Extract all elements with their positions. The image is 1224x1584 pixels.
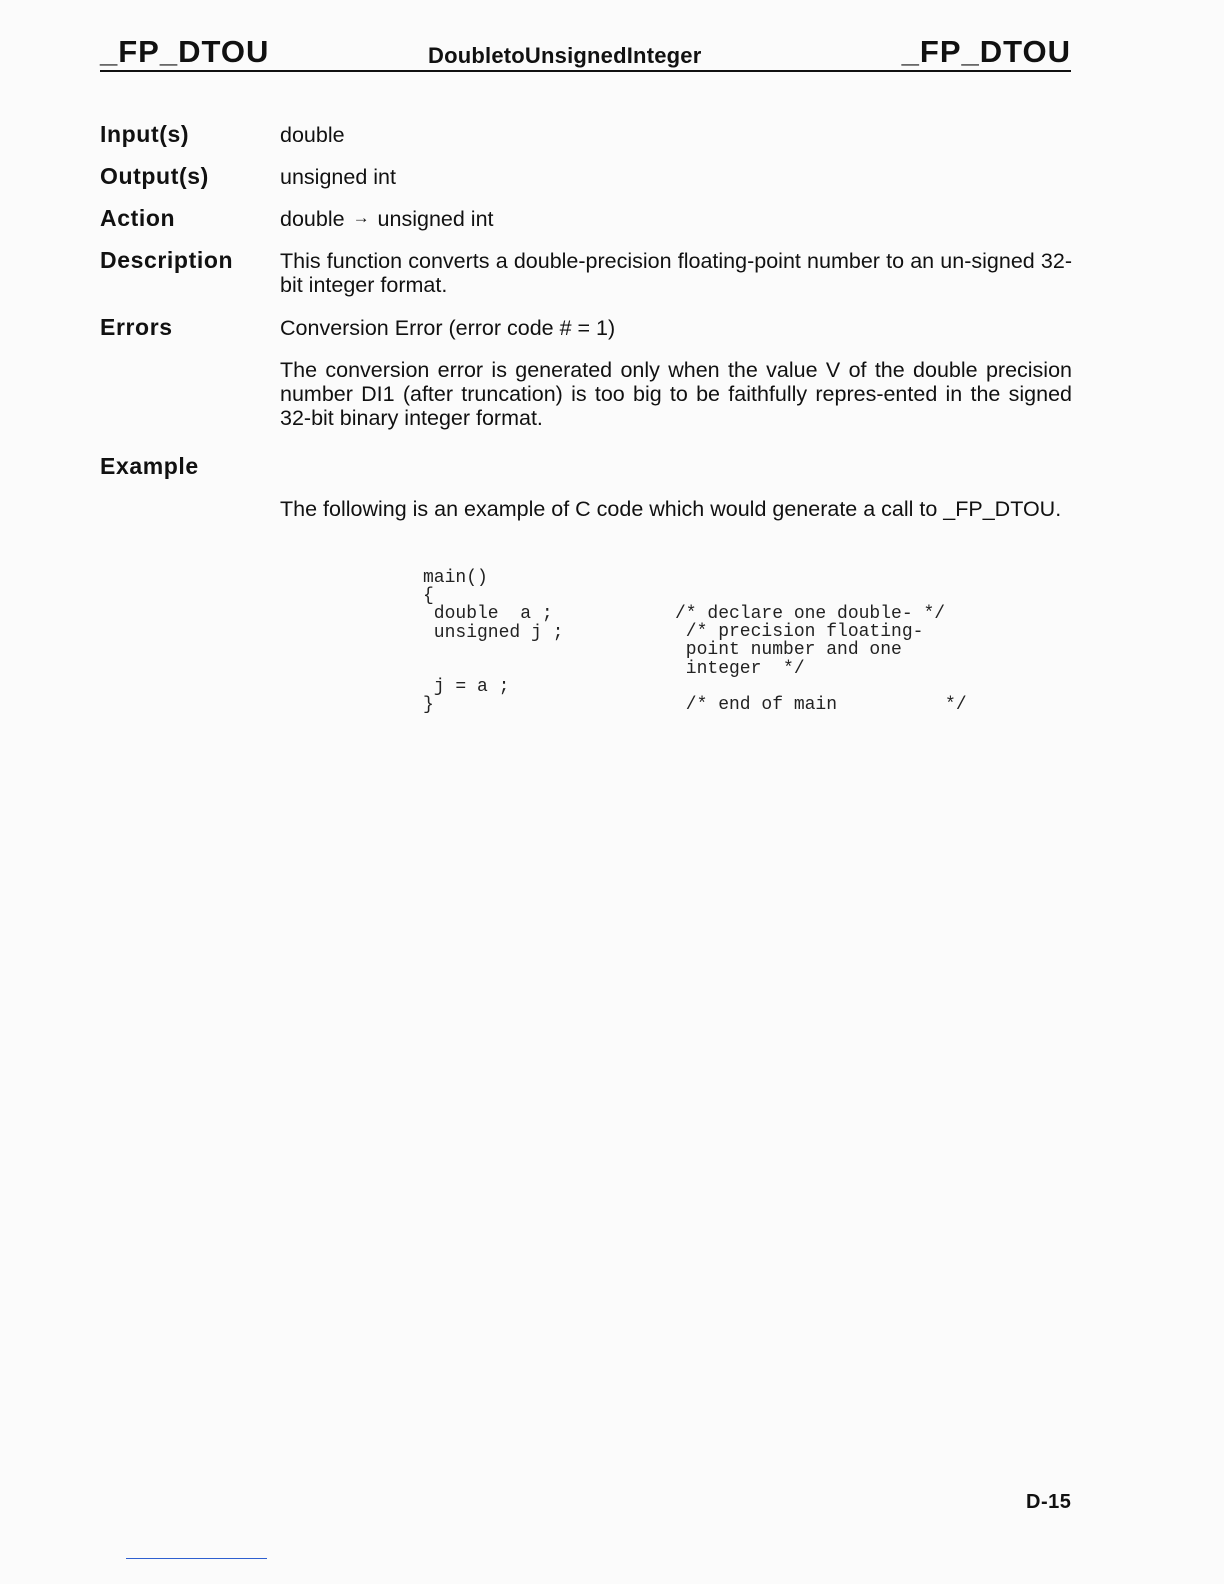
example-label: Example bbox=[100, 453, 199, 479]
example-text: The following is an example of C code which would generate a call to _FP_DTOU. bbox=[280, 497, 1062, 521]
action-to: unsigned int bbox=[377, 207, 494, 231]
right-arrow-icon: → bbox=[352, 208, 370, 227]
code-line: double a ; bbox=[423, 604, 553, 625]
description-text: This function converts a double-precision floating-point number to an un-signed 32-bit integer format. bbox=[280, 249, 1072, 297]
code-line bbox=[423, 642, 563, 660]
page-header bbox=[100, 34, 1071, 72]
action-from: double bbox=[280, 207, 345, 231]
comment-line bbox=[675, 678, 967, 696]
comment-line: /* end of main */ bbox=[675, 695, 967, 716]
comment-line: point number and one bbox=[675, 640, 902, 661]
inputs-value: double bbox=[280, 123, 345, 147]
page-number: D-15 bbox=[1026, 1491, 1072, 1513]
action-value bbox=[280, 207, 1072, 233]
header-title: DoubletoUnsignedInteger bbox=[428, 43, 702, 68]
comment-line: /* precision floating- bbox=[675, 622, 924, 643]
scan-artifact-line bbox=[126, 1558, 267, 1559]
errors-label: Errors bbox=[100, 314, 173, 340]
errors-text: The conversion error is generated only when the value V of the double precision number DI1 (after truncation) is too big to be faithfully repres-ented in the signed 32-bit binary integer format. bbox=[280, 358, 1072, 430]
outputs-label: Output(s) bbox=[100, 163, 209, 189]
code-line: j = a ; bbox=[423, 677, 510, 698]
code-line: { bbox=[423, 586, 434, 607]
action-label: Action bbox=[100, 205, 176, 231]
code-line bbox=[423, 660, 563, 678]
comment-line: /* declare one double- */ bbox=[675, 604, 946, 624]
comment-line: integer */ bbox=[675, 658, 805, 679]
outputs-value: unsigned int bbox=[280, 165, 396, 189]
code-line: unsigned j ; bbox=[423, 622, 564, 643]
header-function-name-left: _FP_DTOU bbox=[100, 34, 270, 69]
header-function-name-right: _FP_DTOU bbox=[901, 34, 1071, 69]
description-label: Description bbox=[100, 247, 234, 273]
code-line: } bbox=[423, 695, 434, 716]
errors-code: Conversion Error (error code # = 1) bbox=[280, 316, 616, 340]
code-line: main() bbox=[423, 568, 488, 588]
inputs-label: Input(s) bbox=[100, 121, 190, 147]
code-comments bbox=[675, 605, 967, 714]
code-block bbox=[423, 569, 563, 715]
